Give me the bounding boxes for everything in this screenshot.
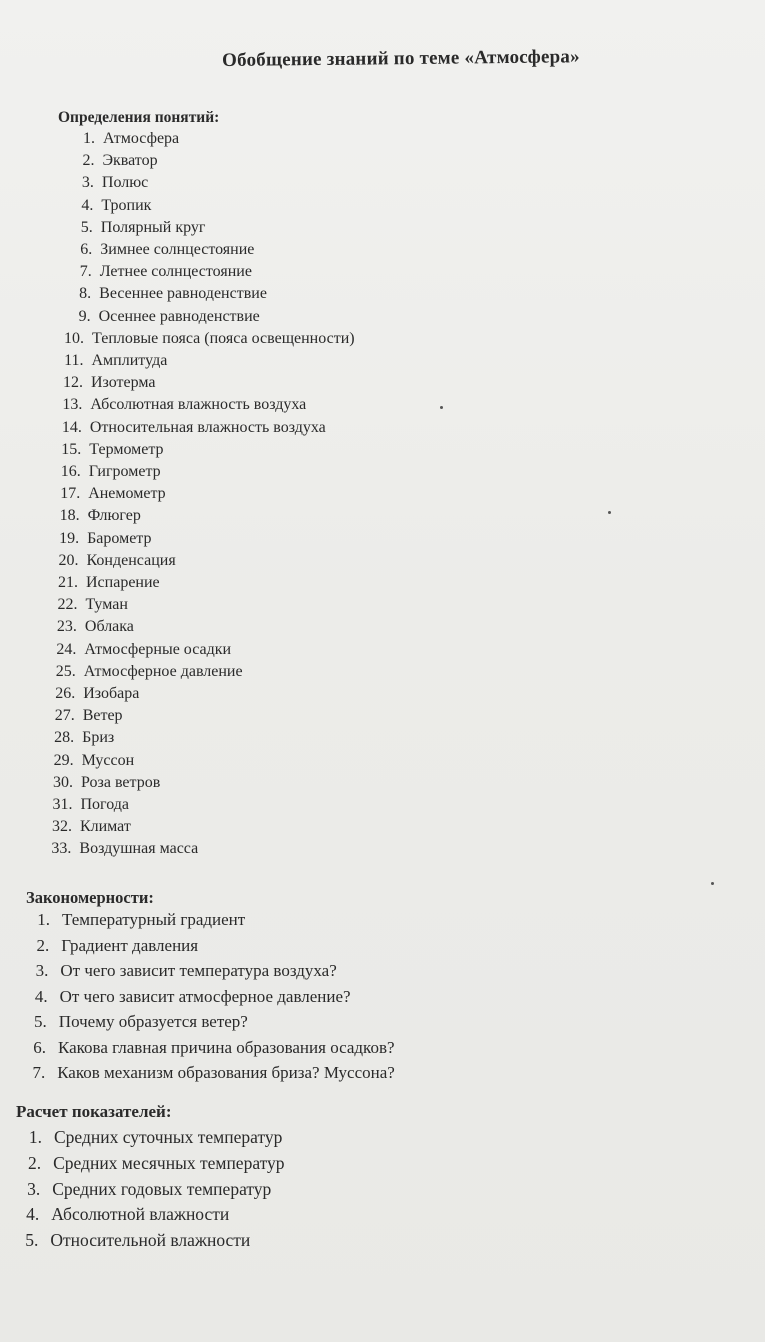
list-item-number: 28. bbox=[54, 729, 75, 747]
list-item bbox=[6, 1038, 395, 1058]
list-item-text: Градиент давления bbox=[61, 935, 199, 955]
list-item-number: 6. bbox=[33, 1037, 46, 1057]
list-item-number: 1. bbox=[37, 910, 50, 929]
list-item bbox=[44, 330, 355, 348]
list-item bbox=[9, 936, 198, 956]
list-item-text: Летнее солнцестояние bbox=[99, 263, 252, 281]
list-item bbox=[40, 507, 141, 525]
list-item-text: Полярный круг bbox=[100, 218, 206, 236]
list-item bbox=[55, 130, 179, 148]
list-item-text: Средних суточных температур bbox=[54, 1127, 283, 1147]
list-item bbox=[5, 1204, 229, 1225]
list-item-number: 7. bbox=[32, 1063, 46, 1082]
list-item-number: 26. bbox=[55, 685, 76, 702]
list-item-number: 13. bbox=[62, 396, 83, 414]
list-item-number: 19. bbox=[59, 529, 80, 547]
list-item bbox=[8, 961, 336, 981]
list-item-number: 4. bbox=[26, 1204, 40, 1225]
list-item bbox=[36, 663, 243, 681]
list-item-text: Барометр bbox=[87, 529, 152, 547]
list-item bbox=[35, 685, 139, 703]
list-item-text: Атмосфера bbox=[103, 130, 180, 147]
list-item-text: Гигрометр bbox=[88, 463, 161, 480]
list-item-text: Каков механизм образования бриза? Муссона? bbox=[57, 1063, 395, 1082]
list-item bbox=[40, 485, 165, 503]
list-item-number: 3. bbox=[81, 174, 94, 192]
list-item-number: 24. bbox=[56, 640, 77, 658]
list-item-number: 4. bbox=[34, 986, 48, 1006]
list-item bbox=[6, 1179, 271, 1200]
list-item-number: 29. bbox=[53, 751, 74, 769]
list-item-text: Зимнее солнцестояние bbox=[100, 241, 255, 258]
paper-speck bbox=[440, 406, 443, 409]
list-item bbox=[44, 352, 168, 370]
list-item bbox=[38, 574, 160, 592]
list-item-text: Роза ветров bbox=[81, 773, 161, 791]
list-item-text: Осеннее равноденствие bbox=[98, 307, 260, 325]
list-item bbox=[37, 618, 134, 636]
list-item-text: Туман bbox=[85, 596, 128, 614]
list-item-text: От чего зависит температура воздуха? bbox=[60, 961, 337, 980]
list-item-text: Абсолютной влажности bbox=[51, 1204, 230, 1225]
paper-speck bbox=[608, 511, 611, 514]
list-item bbox=[33, 774, 160, 792]
list-item-number: 6. bbox=[80, 241, 93, 258]
list-item-number: 10. bbox=[64, 329, 85, 347]
document-title: Обобщение знаний по теме «Атмосфера» bbox=[222, 46, 580, 71]
list-item-text: Какова главная причина образования осадков? bbox=[58, 1037, 395, 1057]
list-item-text: Изобара bbox=[83, 685, 140, 702]
list-item-text: Тропик bbox=[101, 196, 152, 214]
list-item bbox=[54, 174, 148, 192]
list-item-text: Атмосферные осадки bbox=[84, 640, 232, 658]
list-item-number: 14. bbox=[61, 418, 82, 436]
list-item bbox=[5, 1063, 395, 1083]
paper-speck bbox=[711, 882, 714, 885]
list-item-text: Амплитуда bbox=[91, 352, 168, 369]
list-item-number: 9. bbox=[78, 307, 91, 325]
list-item-number: 30. bbox=[53, 773, 74, 791]
list-item bbox=[51, 285, 267, 303]
list-item-number: 31. bbox=[52, 796, 73, 813]
list-item-text: Воздушная масса bbox=[79, 840, 199, 858]
list-item bbox=[41, 463, 161, 481]
list-item-number: 16. bbox=[60, 463, 81, 480]
list-item-text: Бриз bbox=[82, 729, 115, 747]
list-item-text: Средних месячных температур bbox=[53, 1152, 285, 1173]
calculation-heading: Расчет показателей: bbox=[16, 1102, 172, 1121]
list-item bbox=[39, 530, 151, 548]
list-item-number: 17. bbox=[60, 485, 81, 503]
list-item bbox=[32, 818, 131, 836]
list-item-number: 2. bbox=[27, 1152, 42, 1173]
list-item bbox=[7, 1012, 248, 1032]
list-item bbox=[54, 152, 157, 170]
list-item-number: 12. bbox=[62, 374, 83, 392]
list-item-text: Почему образуется ветер? bbox=[58, 1012, 248, 1031]
list-item-number: 21. bbox=[58, 574, 78, 591]
list-item bbox=[52, 263, 252, 281]
list-item-number: 20. bbox=[58, 551, 79, 569]
list-item bbox=[41, 441, 163, 459]
list-item bbox=[53, 219, 206, 237]
list-item-number: 11. bbox=[64, 352, 84, 369]
list-item bbox=[10, 910, 245, 930]
list-item-text: Термометр bbox=[89, 440, 164, 458]
list-item-text: От чего зависит атмосферное давление? bbox=[59, 986, 351, 1006]
list-item-text: Абсолютная влажность воздуха bbox=[90, 396, 307, 414]
list-item-number: 15. bbox=[61, 440, 82, 458]
list-item bbox=[39, 552, 176, 570]
list-item-number: 5. bbox=[25, 1230, 39, 1251]
list-item bbox=[43, 374, 156, 392]
list-item bbox=[52, 241, 254, 259]
list-item-number: 18. bbox=[59, 507, 80, 525]
list-item-number: 32. bbox=[51, 818, 72, 836]
patterns-heading: Закономерности: bbox=[26, 888, 154, 907]
list-item-text: Тепловые пояса (пояса освещенности) bbox=[92, 329, 355, 347]
list-item-number: 8. bbox=[79, 285, 92, 303]
list-item-number: 3. bbox=[35, 961, 49, 980]
list-item-text: Атмосферное давление bbox=[83, 662, 243, 680]
list-item bbox=[33, 796, 130, 814]
list-item bbox=[42, 396, 306, 414]
list-item-number: 23. bbox=[56, 618, 77, 636]
list-item-text: Флюгер bbox=[87, 507, 141, 525]
list-item-text: Погода bbox=[80, 796, 129, 813]
list-item-number: 4. bbox=[81, 196, 94, 214]
list-item-number: 2. bbox=[82, 152, 95, 170]
definitions-heading: Определения понятий: bbox=[58, 109, 220, 126]
list-item-text: Облака bbox=[84, 618, 134, 636]
list-item bbox=[42, 419, 326, 437]
list-item bbox=[34, 729, 114, 747]
list-item bbox=[8, 1127, 282, 1148]
list-item-text: Изотерма bbox=[90, 374, 156, 392]
list-item-text: Муссон bbox=[81, 751, 135, 769]
list-item-text: Средних годовых температур bbox=[52, 1178, 272, 1199]
list-item-text: Анемометр bbox=[88, 485, 166, 503]
list-item bbox=[31, 840, 198, 858]
list-item bbox=[4, 1230, 250, 1251]
list-item-text: Испарение bbox=[86, 574, 160, 591]
list-item-number: 2. bbox=[36, 935, 50, 955]
list-item-text: Весеннее равноденствие bbox=[99, 285, 267, 303]
list-item-number: 27. bbox=[54, 707, 75, 725]
list-item-number: 33. bbox=[51, 840, 72, 858]
list-item-text: Температурный градиент bbox=[62, 910, 246, 929]
list-item bbox=[36, 641, 231, 659]
list-item-text: Относительная влажность воздуха bbox=[89, 418, 326, 436]
list-item-number: 5. bbox=[80, 218, 93, 236]
list-item-text: Климат bbox=[79, 818, 131, 836]
list-item-text: Экватор bbox=[102, 152, 158, 170]
list-item-text: Полюс bbox=[101, 174, 149, 192]
list-item bbox=[7, 1153, 284, 1174]
list-item bbox=[53, 197, 151, 215]
list-item bbox=[37, 596, 127, 614]
list-item bbox=[51, 308, 260, 326]
list-item-text: Ветер bbox=[82, 707, 123, 725]
list-item-number: 1. bbox=[28, 1127, 42, 1147]
list-item-number: 3. bbox=[27, 1178, 41, 1199]
list-item-number: 5. bbox=[34, 1012, 47, 1031]
list-item bbox=[35, 707, 123, 725]
list-item-number: 7. bbox=[79, 263, 92, 281]
list-item bbox=[8, 987, 351, 1007]
list-item-number: 25. bbox=[55, 662, 76, 680]
list-item-number: 22. bbox=[57, 596, 78, 614]
list-item-text: Конденсация bbox=[86, 551, 176, 569]
list-item bbox=[34, 752, 135, 770]
list-item-number: 1. bbox=[83, 130, 95, 147]
list-item-text: Относительной влажности bbox=[50, 1230, 251, 1251]
